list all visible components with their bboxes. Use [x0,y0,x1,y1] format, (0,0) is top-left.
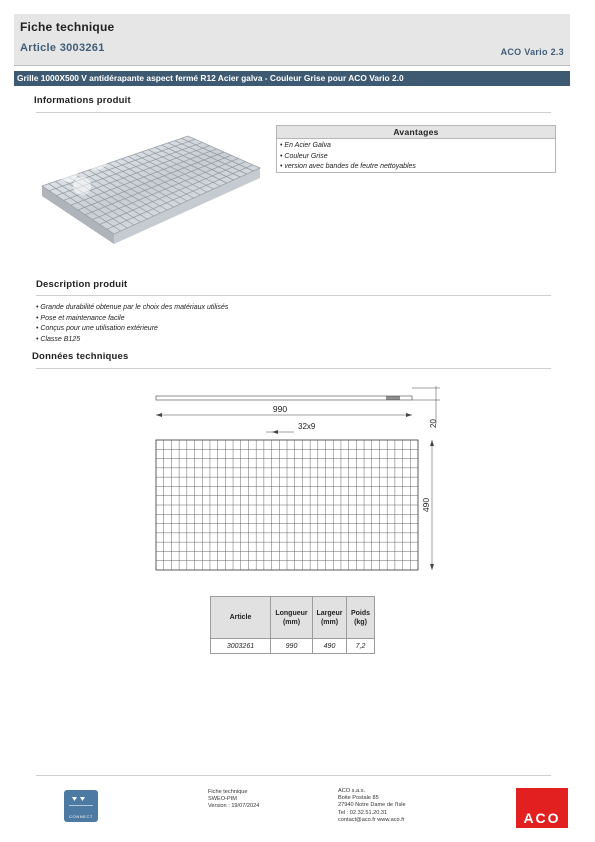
cell-article: 3003261 [211,639,271,654]
article-reference: Article 3003261 [20,42,105,54]
list-item: • Grande durabilité obtenue par le choix des matériaux utilisés [36,304,229,311]
description-list [36,303,228,345]
column-width: Largeur (mm) [313,597,347,639]
document-title: Fiche technique [20,20,115,34]
product-title-bar: Grille 1000X500 V antidérapante aspect fermé R12 Acier galva - Couleur Grise pour ACO Vario 2.0 [14,71,570,86]
list-item: • En Acier Galva [280,142,331,149]
cell-weight: 7,2 [347,639,375,654]
list-item: • Conçus pour une utilisation extérieure [36,325,158,332]
connect-logo-text: CONNECT [69,814,93,819]
column-length: Longueur (mm) [271,597,313,639]
length-dimension-label: 990 [272,404,288,414]
column-weight: Poids (kg) [347,597,375,639]
footer-document-info: Fiche technique SWEO-PIM Version : 19/07/2024 [208,789,260,810]
advantages-box [276,125,556,173]
list-item: • Pose et maintenance facile [36,314,125,322]
list-item: • Couleur Grise [280,152,328,160]
section-divider [36,295,551,296]
cell-length: 990 [271,639,313,654]
aco-logo-text: ACO [523,810,561,826]
technical-drawing [150,384,446,578]
specification-table [210,596,375,654]
section-divider [36,368,551,369]
list-item: • Classe B125 [36,335,81,343]
section-divider [36,112,551,113]
aco-logo [516,788,568,828]
footer-divider [36,775,551,776]
table-row [211,639,375,654]
width-dimension-label: 490 [421,497,431,513]
advantages-title: Avantages [277,126,555,139]
column-article: Article [211,597,271,639]
footer-company-info: ACO s.a.s. Boite Postale 85 27940 Notre Dame de l'Isle Tel : 02.32.51.20.31 contact@aco.fr www.aco.fr [338,788,406,823]
cell-width: 490 [313,639,347,654]
height-dimension-label: 20 [429,419,438,428]
mesh-dimension-label: 32x9 [298,422,316,431]
document-header [14,14,570,66]
list-item: • version avec bandes de feutre nettoyables [280,163,416,170]
section-title-description: Description produit [36,279,128,290]
product-range: ACO Vario 2.3 [500,47,564,57]
advantages-list [277,139,555,173]
section-title-technical: Données techniques [32,351,129,362]
table-header-row [211,597,375,639]
section-title-info: Informations produit [34,95,131,106]
product-grating-image [38,130,264,260]
connect-logo [64,790,98,822]
